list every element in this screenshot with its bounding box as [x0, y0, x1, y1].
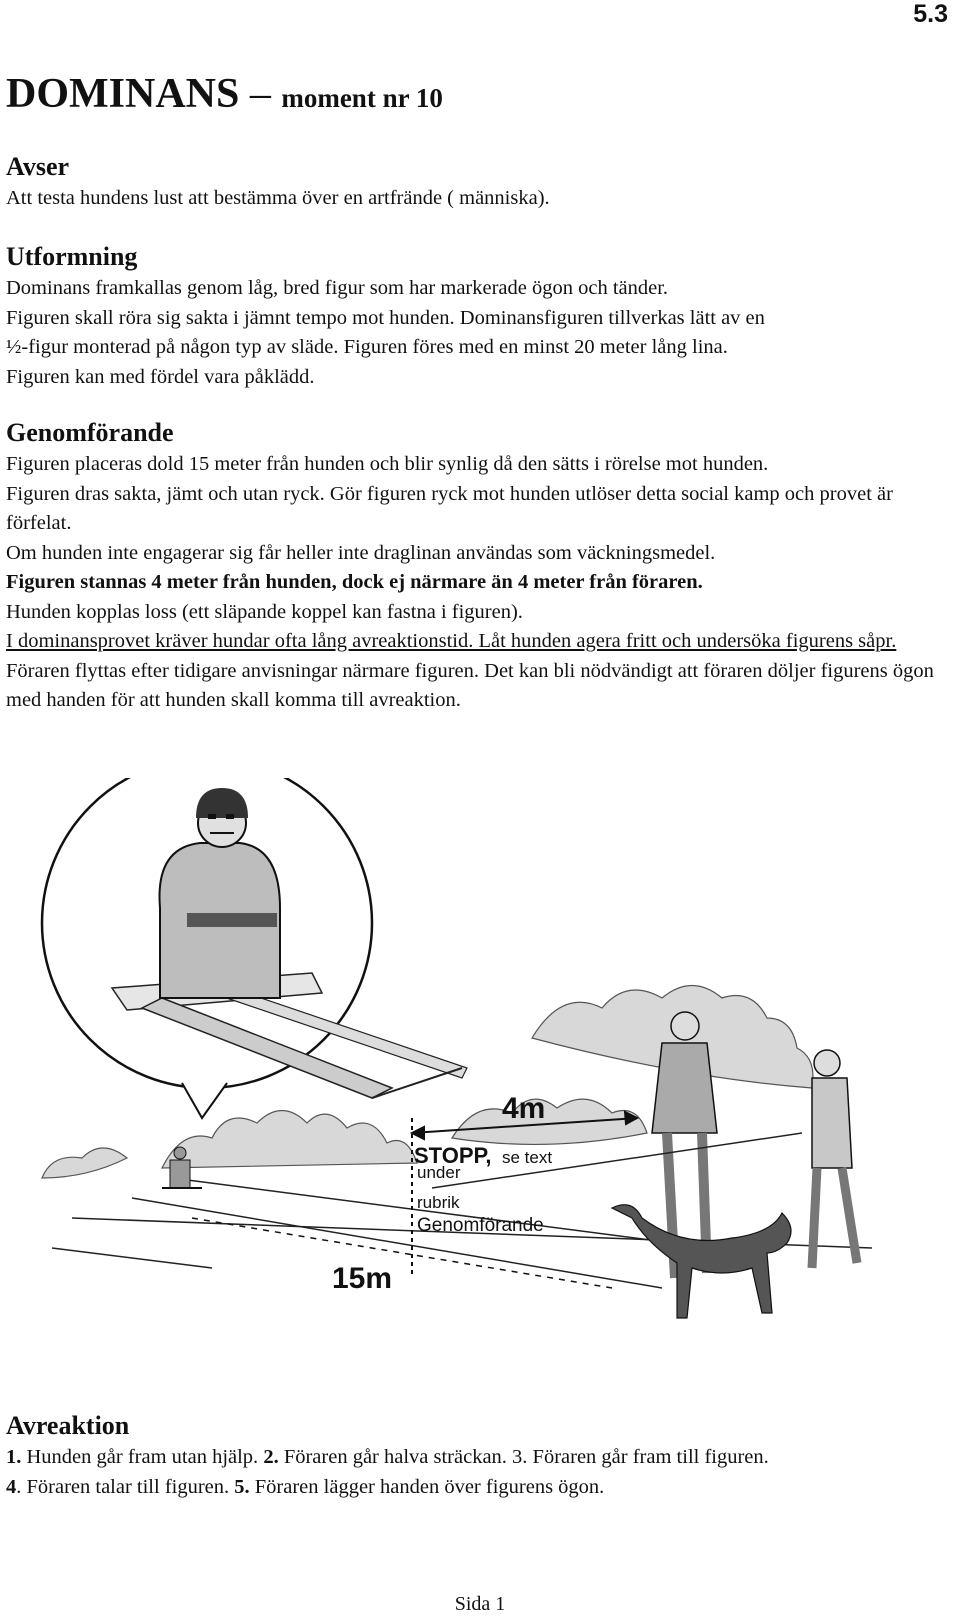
line-holder-person: [812, 1050, 857, 1268]
label-15m: 15m: [332, 1262, 393, 1295]
avser-heading: Avser: [6, 152, 70, 181]
title-main: DOMINANS: [6, 71, 240, 117]
step-number: 5.: [234, 1475, 250, 1498]
step-number: 2.: [263, 1446, 279, 1468]
step-text: . Föraren talar till figuren.: [16, 1475, 235, 1498]
label-under: under: [417, 1163, 461, 1182]
genomforande-heading: Genomförande: [6, 418, 174, 447]
magnifier: [42, 778, 467, 1118]
genomforande-p2: Figuren dras sakta, jämt och utan ryck. Gör figuren ryck mot hunden utlöser detta social kamp och provet är förfelat.: [6, 482, 893, 534]
label-se-text: se text: [502, 1148, 553, 1167]
avreaktion-line-1: [6, 1443, 946, 1473]
label-rubrik: rubrik: [417, 1193, 460, 1212]
page-number: 5.3: [913, 0, 948, 28]
utformning-line: Figuren skall röra sig sakta i jämnt tempo mot hunden. Dominansfiguren tillverkas lätt av en: [6, 306, 765, 329]
genomforande-p6: I dominansprovet kräver hundar ofta lång avreaktionstid. Låt hunden agera fritt och undersöka figurens såpr.: [6, 630, 897, 652]
genomforande-p3: Om hunden inte engagerar sig får heller inte draglinan användas som väckningsmedel.: [6, 541, 716, 564]
genomforande-p5: Hunden kopplas loss (ett släpande koppel kan fastna i figuren).: [6, 600, 523, 623]
genomforande-p4: Figuren stannas 4 meter från hunden, dock ej närmare än 4 meter från föraren.: [6, 571, 703, 593]
avser-text: Att testa hundens lust att bestämma över en artfrände ( människa).: [6, 187, 550, 209]
section-avser: [6, 150, 946, 214]
label-genomforande: Genomförande: [417, 1215, 544, 1236]
utformning-line: ½-figur monterad på någon typ av släde. Figuren föres med en minst 20 meter lång lina.: [6, 336, 728, 358]
section-genomforande: [6, 416, 946, 716]
avreaktion-line-2: [6, 1473, 946, 1503]
utformning-heading: Utformning: [6, 242, 138, 271]
genomforande-p7: Föraren flyttas efter tidigare anvisningar närmare figuren. Det kan bli nödvändigt att föraren döljer figurens ögon med handen för att hunden skall komma till avreaktion.: [6, 659, 934, 711]
utformning-line: Figuren kan med fördel vara påklädd.: [6, 365, 315, 388]
utformning-line: Dominans framkallas genom låg, bred figur som har markerade ögon och tänder.: [6, 277, 669, 299]
genomforande-p1: Figuren placeras dold 15 meter från hunden och blir synlig då den sätts i rörelse mot hunden.: [6, 453, 769, 475]
dimension-15m: [192, 1218, 612, 1288]
step-number: 1.: [6, 1446, 22, 1468]
label-stopp: STOPP,: [414, 1143, 492, 1168]
step-text: Föraren går halva sträckan. 3. Föraren går fram till figuren.: [278, 1446, 769, 1468]
page-title: [6, 70, 443, 118]
section-utformning: [6, 240, 946, 392]
step-text: Hunden går fram utan hjälp.: [21, 1446, 264, 1468]
dominans-illustration: [12, 778, 937, 1393]
step-number: 4: [6, 1475, 17, 1498]
title-subtitle: moment nr 10: [281, 83, 443, 113]
avreaktion-heading: Avreaktion: [6, 1411, 130, 1440]
section-avreaktion: [6, 1409, 946, 1502]
step-text: Föraren lägger handen över figurens ögon.: [249, 1475, 605, 1498]
label-4m: 4m: [502, 1092, 546, 1125]
page-footer: Sida 1: [454, 1593, 506, 1615]
title-dash: –: [249, 71, 271, 117]
